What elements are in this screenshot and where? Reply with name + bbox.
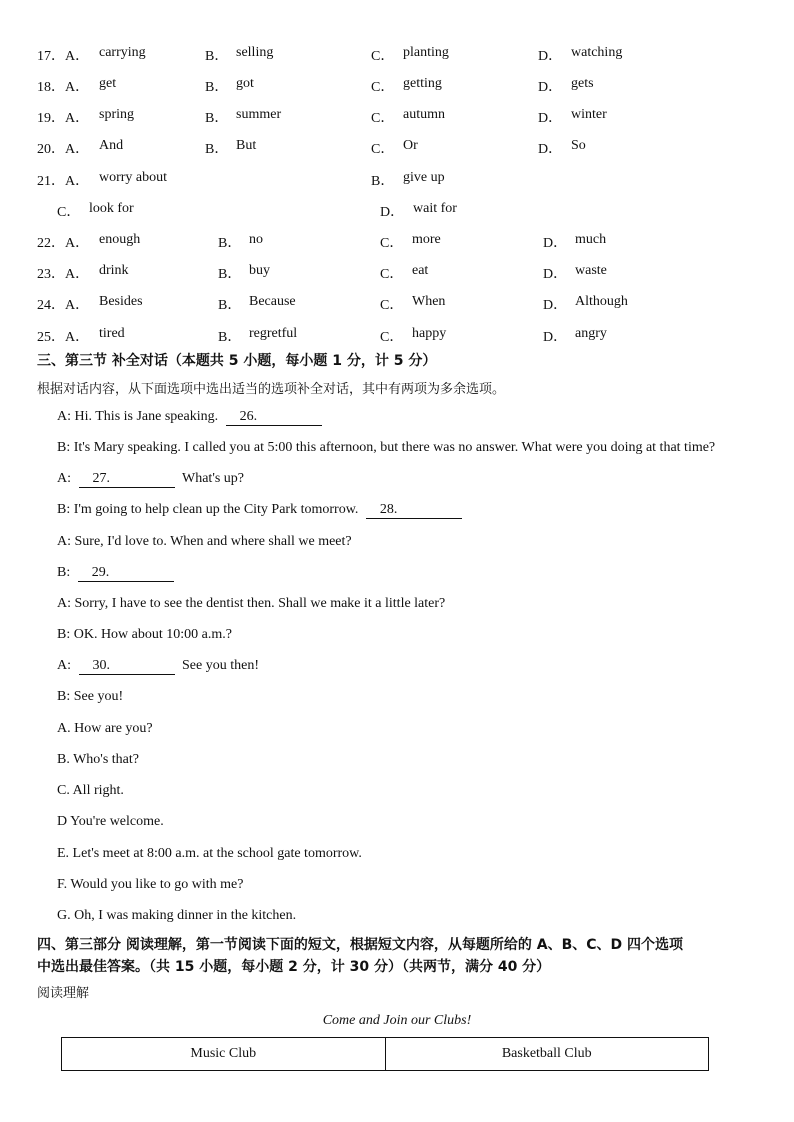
option-a: drink (99, 263, 129, 278)
option-d: Although (575, 294, 628, 309)
answer-option: B. Who's that? (57, 752, 139, 767)
option-d-label: D． (380, 205, 405, 220)
dialogue-line: A: Sorry, I have to see the dentist then. Shall we make it a little later? (57, 596, 446, 611)
option-d: winter (571, 107, 607, 122)
answer-option: G. Oh, I was making dinner in the kitchen. (57, 908, 297, 923)
question-row (0, 294, 794, 314)
table-header-row (62, 1038, 709, 1071)
option-a: carrying (99, 45, 146, 60)
section-heading-continued: 中选出最佳答案。（共 15 小题，每小题 2 分，计 30 分）（共两节，满分 40 分） (37, 959, 551, 975)
dialogue-line (57, 502, 462, 519)
option-b: selling (236, 45, 274, 60)
question-row (0, 76, 794, 96)
blank-number: 29. (91, 565, 110, 580)
option-c: more (412, 232, 441, 247)
dialogue-text: A: (57, 658, 71, 673)
section-heading: 四、第三部分 阅读理解，第一节阅读下面的短文，根据短文内容，从每题所给的 A、B、C、D 四个选项 (37, 937, 684, 953)
option-b: buy (249, 263, 270, 278)
blank-number: 27. (92, 471, 110, 486)
dialogue-line (57, 471, 244, 488)
option-d-label: D． (538, 111, 563, 126)
answer-blank (366, 502, 462, 519)
question-number: 21．A． (37, 174, 90, 189)
dialogue-line: B: OK. How about 10:00 a.m.? (57, 627, 232, 642)
option-d-label: D． (538, 80, 563, 95)
answer-option: C. All right. (57, 783, 124, 798)
option-b-label: B． (205, 111, 229, 126)
question-number: 23．A． (37, 267, 90, 282)
option-c: When (412, 294, 446, 309)
option-b: But (236, 138, 257, 153)
dialogue-line (57, 565, 174, 582)
answer-blank (78, 565, 174, 582)
option-c: getting (403, 76, 442, 91)
answer-option: A. How are you? (57, 721, 153, 736)
option-b: summer (236, 107, 282, 122)
question-row (0, 232, 794, 252)
option-d: So (571, 138, 586, 153)
blank-number: 30. (92, 658, 110, 673)
answer-option: E. Let's meet at 8:00 a.m. at the school gate tomorrow. (57, 846, 362, 861)
option-a: spring (99, 107, 134, 122)
question-number: 19．A． (37, 111, 90, 126)
option-c-label: C． (380, 236, 404, 251)
question-row (0, 107, 794, 127)
option-c-label: C． (371, 111, 395, 126)
option-b: Because (249, 294, 296, 309)
option-b-label: B． (218, 330, 242, 345)
answer-blank (79, 658, 175, 675)
answer-blank (226, 409, 322, 426)
question-row (0, 45, 794, 65)
option-c: look for (89, 201, 134, 216)
option-b-label: B． (205, 80, 229, 95)
answer-option: F. Would you like to go with me? (57, 877, 244, 892)
option-d-label: D． (543, 330, 568, 345)
dialogue-text: A: (57, 471, 71, 486)
clubs-table (61, 1037, 709, 1071)
option-a: And (99, 138, 124, 153)
option-b-label: B． (371, 174, 395, 189)
section-label: 阅读理解 (37, 986, 90, 1001)
option-b: give up (403, 170, 445, 185)
passage-title: Come and Join our Clubs! (322, 1013, 472, 1028)
question-number: 18．A． (37, 80, 90, 95)
question-number: 24．A． (37, 298, 90, 313)
option-c-label: C． (371, 49, 395, 64)
option-d: much (575, 232, 607, 247)
option-c: planting (403, 45, 449, 60)
option-b-label: B． (218, 267, 242, 282)
question-row (0, 138, 794, 158)
question-row (0, 326, 794, 346)
blank-number: 28. (379, 502, 398, 517)
question-row (0, 263, 794, 283)
dialogue-line: B: It's Mary speaking. I called you at 5:00 this afternoon, but there was no answer. What were you doing at that time? (57, 440, 716, 455)
option-c-label: C． (380, 330, 404, 345)
dialogue-line (57, 658, 259, 675)
answer-blank (79, 471, 175, 488)
option-d: gets (571, 76, 594, 91)
option-d-label: D． (543, 298, 568, 313)
option-d-label: D． (543, 267, 568, 282)
dialogue-text: What's up? (182, 471, 245, 486)
option-d-label: D． (538, 49, 563, 64)
option-d-label: D． (538, 142, 563, 157)
option-c: autumn (403, 107, 445, 122)
section-heading: 三、第三节 补全对话（本题共 5 小题，每小题 1 分，计 5 分） (37, 353, 437, 369)
question-row (0, 201, 794, 221)
option-c: eat (412, 263, 429, 278)
dialogue-text: B: (57, 565, 71, 580)
option-c-label: C． (380, 298, 404, 313)
option-b: no (249, 232, 263, 247)
answer-option: D You're welcome. (57, 814, 164, 829)
option-a: get (99, 76, 117, 91)
option-b: regretful (249, 326, 298, 341)
option-b: got (236, 76, 254, 91)
option-c-label: C． (371, 142, 395, 157)
option-d-label: D． (543, 236, 568, 251)
dialogue-text: B: I'm going to help clean up the City Park tomorrow. (57, 502, 359, 517)
option-b-label: B． (205, 142, 229, 157)
option-b-label: B． (218, 236, 242, 251)
option-a: tired (99, 326, 125, 341)
question-number: 17．A． (37, 49, 90, 64)
option-a: Besides (99, 294, 143, 309)
blank-number: 26. (239, 409, 258, 424)
question-number: 22．A． (37, 236, 90, 251)
option-a: worry about (99, 170, 168, 185)
dialogue-line: A: Sure, I'd love to. When and where shall we meet? (57, 534, 352, 549)
option-b-label: B． (218, 298, 242, 313)
option-c-label: C． (57, 205, 81, 220)
table-header-cell: Basketball Club (385, 1038, 709, 1071)
option-b-label: B． (205, 49, 229, 64)
option-c: happy (412, 326, 447, 341)
table-header-cell: Music Club (62, 1038, 386, 1071)
question-row (0, 170, 794, 190)
option-a: enough (99, 232, 141, 247)
option-c-label: C． (380, 267, 404, 282)
question-number: 20．A． (37, 142, 90, 157)
option-d: waste (575, 263, 607, 278)
option-d: wait for (413, 201, 457, 216)
option-c: Or (403, 138, 418, 153)
dialogue-line: B: See you! (57, 689, 124, 704)
option-d: watching (571, 45, 623, 60)
dialogue-line (57, 409, 322, 426)
section-instruction: 根据对话内容，从下面选项中选出适当的选项补全对话，其中有两项为多余选项。 (37, 382, 506, 397)
dialogue-text: See you then! (182, 658, 259, 673)
option-d: angry (575, 326, 607, 341)
question-number: 25．A． (37, 330, 90, 345)
dialogue-text: A: Hi. This is Jane speaking. (57, 409, 219, 424)
option-c-label: C． (371, 80, 395, 95)
